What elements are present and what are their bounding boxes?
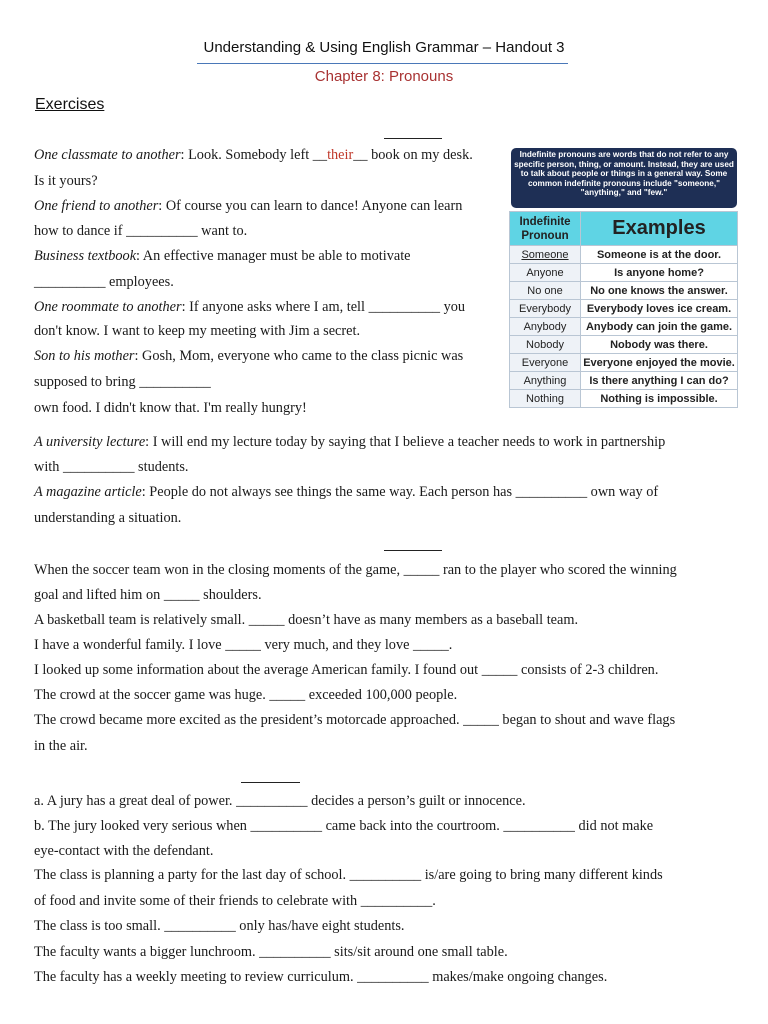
exercise-line: The crowd became more excited as the president’s motorcade approached. _____ began to shout and wave flags	[34, 712, 676, 728]
pronoun-cell: Nothing	[510, 390, 581, 408]
table-row	[510, 300, 738, 318]
table-header-examples: Examples	[581, 212, 738, 246]
table-row	[510, 372, 738, 390]
pronoun-cell: Anyone	[510, 264, 581, 282]
table-row	[510, 336, 738, 354]
example-cell: Anybody can join the game.	[581, 318, 738, 336]
chapter-subtitle: Chapter 8: Pronouns	[314, 68, 454, 85]
table-row	[510, 390, 738, 408]
pronoun-cell: Everybody	[510, 300, 581, 318]
table-row	[510, 246, 738, 264]
table-row	[510, 264, 738, 282]
pronoun-cell: Someone	[510, 246, 581, 264]
section-rule-2	[384, 550, 442, 551]
line-text: : Gosh, Mom, everyone who came to the class picnic was	[134, 348, 464, 364]
example-cell: Nothing is impossible.	[581, 390, 738, 408]
exercise-line: I have a wonderful family. I love _____ very much, and they love _____.	[34, 637, 453, 653]
exercise-line	[34, 247, 411, 265]
line-text: __ book on my desk.	[353, 147, 473, 163]
speaker-label: One friend to another	[34, 198, 159, 214]
exercise-line: A basketball team is relatively small. _____ doesn’t have as many members as a baseball team.	[34, 612, 579, 628]
exercise-line	[34, 146, 473, 164]
table-header-row	[510, 212, 738, 246]
indefinite-pronoun-definition: Indefinite pronouns are words that do not refer to any specific person, thing, or amount. Instead, they are used to talk about people or things in a general way. Some common indefinite pronouns include "someone," "anything," and "few."	[511, 148, 737, 208]
speaker-label: A university lecture	[34, 434, 146, 450]
exercise-line: how to dance if __________ want to.	[34, 223, 248, 239]
exercise-line	[34, 197, 462, 215]
exercise-line: own food. I didn't know that. I'm really hungry!	[34, 400, 307, 416]
line-text: : People do not always see things the same way. Each person has __________ own way of	[141, 484, 659, 500]
exercise-line: in the air.	[34, 738, 88, 754]
speaker-label: One classmate to another	[34, 147, 181, 163]
speaker-label: Son to his mother	[34, 348, 135, 364]
exercise-line: The class is planning a party for the last day of school. __________ is/are going to bring many different kinds	[34, 867, 663, 883]
example-cell: Is anyone home?	[581, 264, 738, 282]
exercise-line	[34, 347, 463, 365]
exercise-line: supposed to bring __________	[34, 374, 211, 390]
speaker-label: Business textbook	[34, 248, 137, 264]
line-text: : If anyone asks where I am, tell __________ you	[181, 299, 466, 315]
speaker-label: One roommate to another	[34, 299, 182, 315]
exercise-line	[34, 483, 658, 501]
table-row	[510, 282, 738, 300]
pronoun-cell: Everyone	[510, 354, 581, 372]
exercise-line: The faculty wants a bigger lunchroom. __________ sits/sit around one small table.	[34, 944, 508, 960]
exercise-line: goal and lifted him on _____ shoulders.	[34, 587, 262, 603]
exercise-line: The class is too small. __________ only has/have eight students.	[34, 918, 405, 934]
table-header-pronoun: Indefinite Pronoun	[510, 212, 581, 246]
exercise-line: The crowd at the soccer game was huge. _____ exceeded 100,000 people.	[34, 687, 458, 703]
answer-word: their	[327, 147, 354, 163]
pronoun-cell: Nobody	[510, 336, 581, 354]
pronoun-cell: No one	[510, 282, 581, 300]
exercise-line: __________ employees.	[34, 274, 174, 290]
table-row	[510, 354, 738, 372]
speaker-label: A magazine article	[34, 484, 142, 500]
example-cell: Nobody was there.	[581, 336, 738, 354]
exercise-line: with __________ students.	[34, 459, 189, 475]
exercise-line: don't know. I want to keep my meeting with Jim a secret.	[34, 323, 361, 339]
exercise-line	[34, 433, 665, 451]
example-cell: No one knows the answer.	[581, 282, 738, 300]
handout-title: Understanding & Using English Grammar – Handout 3	[203, 39, 565, 56]
exercise-line: b. The jury looked very serious when __________ came back into the courtroom. __________ did not make	[34, 818, 654, 834]
example-cell: Everybody loves ice cream.	[581, 300, 738, 318]
table-row	[510, 318, 738, 336]
exercise-line: a. A jury has a great deal of power. __________ decides a person’s guilt or innocence.	[34, 793, 526, 809]
title-underline	[197, 63, 568, 64]
exercise-line: The faculty has a weekly meeting to review curriculum. __________ makes/make ongoing changes.	[34, 969, 608, 985]
exercise-line: eye-contact with the defendant.	[34, 843, 214, 859]
line-text: : Look. Somebody left __	[180, 147, 328, 163]
exercise-line	[34, 298, 465, 316]
pronoun-cell: Anybody	[510, 318, 581, 336]
exercise-line: understanding a situation.	[34, 510, 182, 526]
example-cell: Everyone enjoyed the movie.	[581, 354, 738, 372]
exercise-line: of food and invite some of their friends to celebrate with __________.	[34, 893, 436, 909]
exercise-line: When the soccer team won in the closing moments of the game, _____ ran to the player who scored the winning	[34, 562, 677, 578]
line-text: : Of course you can learn to dance! Anyone can learn	[158, 198, 463, 214]
example-cell: Someone is at the door.	[581, 246, 738, 264]
section-rule-1	[384, 138, 442, 139]
line-text: : An effective manager must be able to motivate	[136, 248, 411, 264]
pronoun-examples-table	[509, 211, 738, 408]
exercises-heading: Exercises	[35, 96, 105, 113]
section-rule-3	[241, 782, 300, 783]
pronoun-cell: Anything	[510, 372, 581, 390]
exercise-line: I looked up some information about the average American family. I found out _____ consists of 2-3 children.	[34, 662, 659, 678]
exercise-line: Is it yours?	[34, 173, 98, 189]
example-cell: Is there anything I can do?	[581, 372, 738, 390]
line-text: : I will end my lecture today by saying that I believe a teacher needs to work in partnership	[145, 434, 666, 450]
